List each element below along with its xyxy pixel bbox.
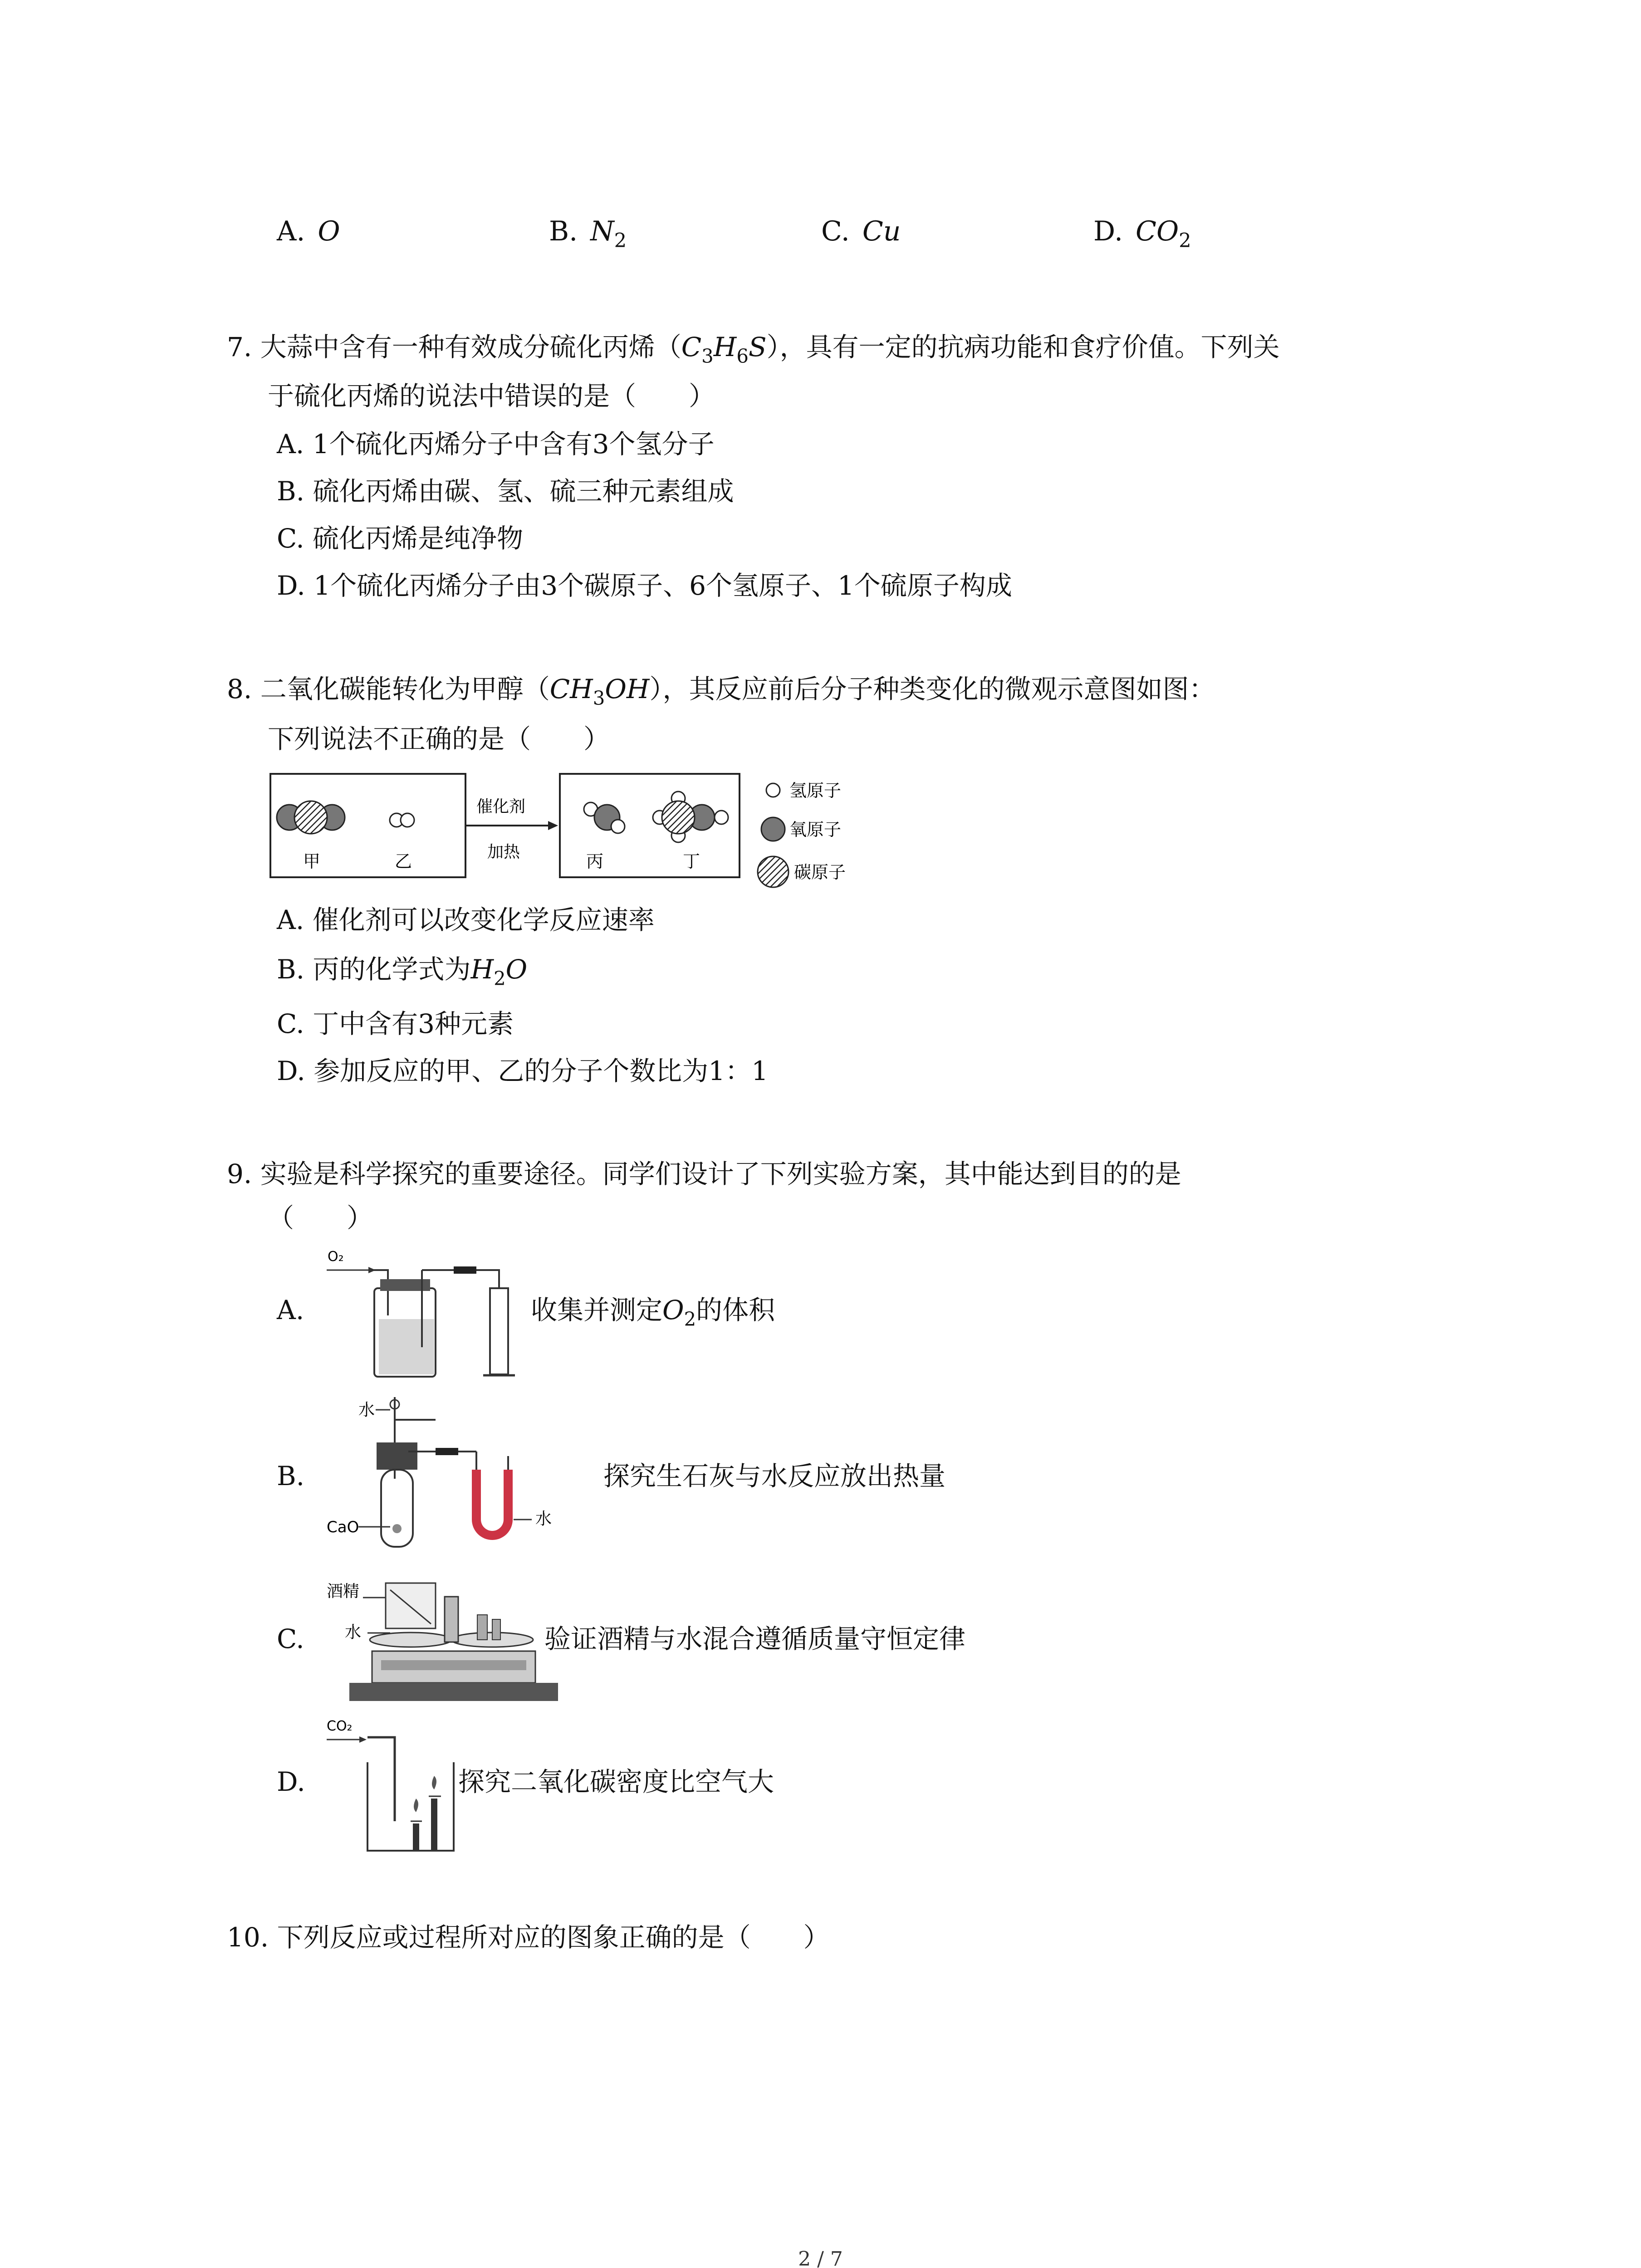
q8-option-b: B. 丙的化学式为$H_2O$ (277, 954, 528, 990)
q10-stem: 10. 下列反应或过程所对应的图象正确的是（ ） (227, 1922, 830, 1953)
legend-carbon-label: 碳原子 (794, 862, 846, 882)
h2-molecule (390, 813, 414, 827)
q9-option-a-label: A. (277, 1295, 304, 1325)
water-funnel-label: 水 (358, 1401, 375, 1419)
legend-oxygen-label: 氧原子 (789, 820, 842, 840)
q8-reaction-diagram (268, 767, 876, 894)
co2-label: CO₂ (327, 1718, 353, 1734)
condition-label: 加热 (487, 843, 520, 861)
q7-stem-line1: 7. 大蒜中含有一种有效成分硫化丙烯$(C_3H_6S)$，具有一定的抗病功能和食疗价值。下列关 (227, 332, 1280, 367)
legend-hydrogen-label: 氢原子 (789, 781, 842, 801)
q7-option-b: B. 硫化丙烯由碳、氢、硫三种元素组成 (277, 476, 734, 507)
q8-stem-line1: 8. 二氧化碳能转化为甲醇$(CH_3OH)$，其反应前后分子种类变化的微观示意图如图： (227, 674, 1215, 709)
q6-option-d: D. $CO_2$ (1093, 215, 1191, 253)
q9-option-d-label: D. (277, 1766, 305, 1797)
q7-option-a: A. 1个硫化丙烯分子中含有3个氢分子 (277, 429, 715, 459)
water-label: 水 (345, 1623, 362, 1642)
q9-option-c-label: C. (277, 1623, 304, 1654)
q8-stem-line2: 下列说法不正确的是（ ） (268, 723, 610, 754)
q8-option-d: D. 参加反应的甲、乙的分子个数比为1：1 (277, 1056, 769, 1086)
page-number: 2 / 7 (798, 2248, 843, 2268)
q9-option-a-figure (322, 1243, 535, 1379)
ch3oh-molecule (653, 792, 728, 842)
legend-hydrogen-symbol (766, 783, 780, 797)
reactant-a-label: 甲 (303, 851, 321, 871)
q6-option-c: C. Cu (821, 215, 901, 247)
product-b-label: 丁 (683, 851, 700, 871)
catalyst-label: 催化剂 (476, 797, 526, 816)
q6-option-a: A. O (277, 215, 340, 247)
q7-option-c: C. 硫化丙烯是纯净物 (277, 523, 524, 554)
u-tube-water-label: 水 (535, 1510, 552, 1528)
q8-option-c: C. 丁中含有3种元素 (277, 1008, 514, 1039)
rubber-stopper (377, 1442, 417, 1470)
q9-option-b-label: B. (277, 1461, 305, 1491)
cao-label: CaO (327, 1518, 359, 1536)
candle-flame-high (432, 1776, 436, 1789)
co2-molecule (277, 801, 345, 834)
product-a-label: 丙 (586, 851, 604, 871)
q8-option-a: A. 催化剂可以改变化学反应速率 (277, 904, 655, 935)
test-tube (381, 1470, 413, 1547)
alcohol-label: 酒精 (327, 1582, 360, 1601)
candle-flame-low (414, 1799, 418, 1812)
q9-option-d-text: 探究二氧化碳密度比空气大 (458, 1766, 774, 1797)
reactant-b-label: 乙 (395, 851, 412, 871)
beaker (367, 1762, 454, 1851)
o2-label: O₂ (328, 1249, 344, 1265)
q9-option-b-text: 探究生石灰与水反应放出热量 (603, 1461, 946, 1491)
q9-option-b-figure (322, 1388, 603, 1551)
legend-oxygen-symbol (761, 817, 785, 841)
balance-base (349, 1683, 558, 1701)
q7-option-d: D. 1个硫化丙烯分子由3个碳原子、6个氢原子、1个硫原子构成 (277, 570, 1012, 601)
q9-option-d-figure (322, 1712, 467, 1857)
q9-stem-line2: （ ） (268, 1202, 373, 1233)
q9-option-c-text: 验证酒精与水混合遵循质量守恒定律 (544, 1623, 966, 1654)
legend-carbon-symbol (758, 856, 789, 887)
q6-option-b: B. $N_2$ (549, 215, 627, 253)
measuring-cylinder (490, 1288, 508, 1374)
left-pan (370, 1633, 451, 1647)
q9-option-c-figure (322, 1569, 558, 1710)
q7-stem-line2: 于硫化丙烯的说法中错误的是（ ） (268, 381, 715, 411)
q9-stem-line1: 9. 实验是科学探究的重要途径。同学们设计了下列实验方案，其中能达到目的的是 (227, 1158, 1181, 1189)
q9-option-a-text: 收集并测定$O_2$的体积 (531, 1295, 775, 1330)
h2o-molecule (584, 802, 625, 833)
